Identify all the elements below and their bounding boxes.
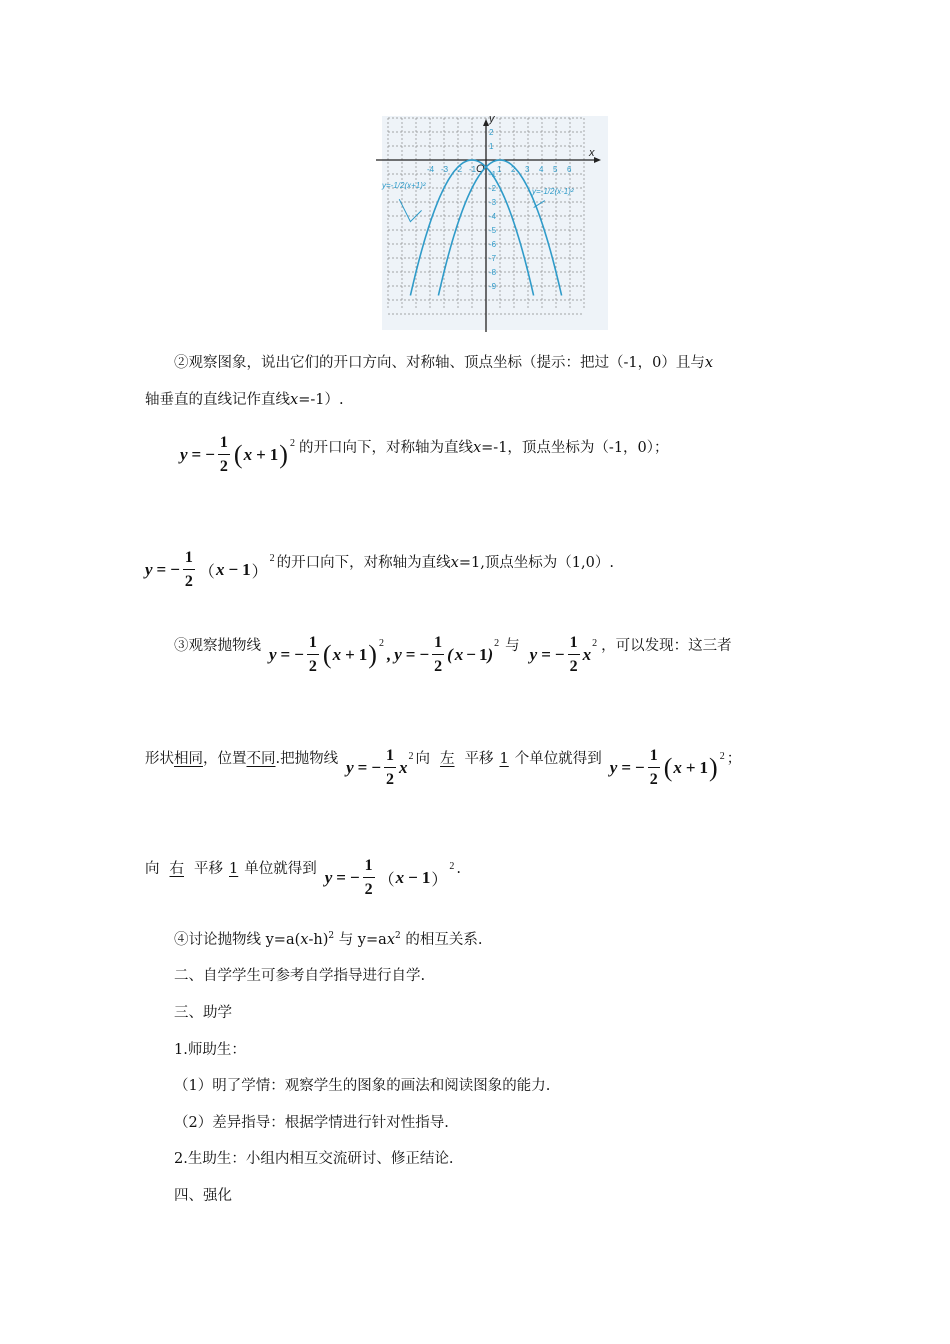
y-tick-label: -8 <box>489 268 497 277</box>
y-tick-label: 1 <box>489 142 494 151</box>
p2-line1: ②观察图象，说出它们的开口方向、对称轴、顶点坐标（提示：把过（-1，0）且与 <box>174 355 705 371</box>
formula-line-1 <box>180 430 669 480</box>
curve-label-2: y=-1/2(x-1)² <box>532 187 574 196</box>
y-tick-label: -2 <box>489 184 497 193</box>
p3-formula-a: y = − $\frac{1}{2}$ ( x + 1 ) 2 <box>269 634 384 675</box>
y-tick-label: -3 <box>489 198 497 207</box>
x-tick-label: -2 <box>455 165 463 174</box>
p3b-formula-result: y = − $\frac{1}{2}$ ( x + 1 ) 2 <box>609 747 725 788</box>
origin-label: O <box>476 163 485 175</box>
y-axis-label: y <box>489 113 495 125</box>
teacher-help-1: （1）明了学情：观察学生的图象的画法和阅读图象的能力. <box>174 1078 551 1094</box>
formula-1-desc: 的开口向下，对称轴为直线x=-1，顶点坐标为（-1，0）； <box>298 440 669 456</box>
paragraph-discuss: ④讨论抛物线 $y=a(x-h)^2$ 与 $y=ax^2$ 的相互关系. <box>174 931 483 948</box>
answer-same: 相同 <box>174 751 203 767</box>
section-help-study: 三、助学 <box>174 1005 232 1021</box>
x-tick-label: -1 <box>469 165 477 174</box>
x-axis-label: x <box>589 147 595 159</box>
x-tick-label: -3 <box>441 165 449 174</box>
paragraph-observe-parabolas: ③观察抛物线 y = − $\frac{1}{2}$ ( x + 1 ) 2 , y = − $\frac{1}{2}$ ( x − 1 ) 2 与 y = − $\frac{1}{2}$ x 2 ，可以发现：这三者 <box>174 634 732 675</box>
y-tick-label: -5 <box>489 226 497 235</box>
p2-line2-b: x <box>290 392 299 408</box>
y-tick-label: -4 <box>489 212 497 221</box>
p3c-formula-result: y = − $\frac{1}{2}$ （ x − 1 ） 2 <box>324 857 455 898</box>
x-tick-label: 6 <box>567 165 572 174</box>
x-tick-label: 2 <box>511 165 516 174</box>
curve-label-1: y=-1/2(x+1)² <box>382 181 426 190</box>
formula-line-2 <box>145 545 614 595</box>
y-tick-label: -7 <box>489 254 497 263</box>
formula-2: y = − $\frac{1}{2}$ （ x − 1 ） 2 <box>145 549 275 590</box>
answer-one-right: 1 <box>229 861 239 877</box>
teacher-help: 1.师助生： <box>174 1042 246 1058</box>
x-tick-label: -4 <box>427 165 435 174</box>
teacher-help-2: （2）差异指导：根据学情进行针对性指导. <box>174 1115 449 1131</box>
section-self-study: 二、自学学生可参考自学指导进行自学. <box>174 968 426 984</box>
p2-line2-c: =-1）. <box>298 392 344 408</box>
answer-one-left: 1 <box>499 751 509 767</box>
p3-formula-c: y = − $\frac{1}{2}$ x 2 <box>529 634 598 675</box>
section-reinforce: 四、强化 <box>174 1188 232 1204</box>
answer-different: 不同 <box>246 751 276 767</box>
p2-x: x <box>704 355 714 371</box>
y-tick-label: -1 <box>489 170 497 179</box>
y-tick-label: -6 <box>489 240 497 249</box>
x-tick-label: 1 <box>497 165 502 174</box>
p3-prefix: ③观察抛物线 <box>174 638 261 654</box>
y-tick-label: 2 <box>489 128 494 137</box>
paragraph-observe-graph <box>174 353 713 373</box>
p2-line2-a: 轴垂直的直线记作直线 <box>145 392 290 408</box>
x-tick-label: 5 <box>553 165 558 174</box>
parabola-figure <box>376 110 608 334</box>
p3-suffix: ，可以发现：这三者 <box>601 638 732 654</box>
x-tick-label: 3 <box>525 165 530 174</box>
p3-formula-b: y = − $\frac{1}{2}$ ( x − 1 ) 2 <box>394 634 500 675</box>
formula-1: y = − $\frac{1}{2}$ ( x + 1 ) 2 <box>180 434 295 475</box>
x-tick-label: 4 <box>539 165 544 174</box>
student-help: 2.生助生：小组内相互交流研讨、修正结论. <box>174 1151 454 1167</box>
p3b-formula-base: y = − $\frac{1}{2}$ x 2 <box>346 747 414 788</box>
paragraph-shift-right: 向 右 平移 1 单位就得到 y = − $\frac{1}{2}$ （ x − 1 ） 2 . <box>145 857 461 898</box>
parabola-chart <box>376 110 608 334</box>
y-tick-label: -9 <box>489 282 497 291</box>
answer-right: 右 <box>169 861 184 877</box>
paragraph-observe-graph-cont <box>145 390 344 410</box>
paragraph-shape-position: 形状相同，位置不同.把抛物线 y = − $\frac{1}{2}$ x 2 向 左 平移 1 个单位就得到 y = − $\frac{1}{2}$ ( x + 1 ) 2 ； <box>145 747 742 788</box>
answer-left: 左 <box>440 751 455 767</box>
formula-2-desc: 的开口向下，对称轴为直线x=1,顶点坐标为（1,0）. <box>276 555 614 571</box>
